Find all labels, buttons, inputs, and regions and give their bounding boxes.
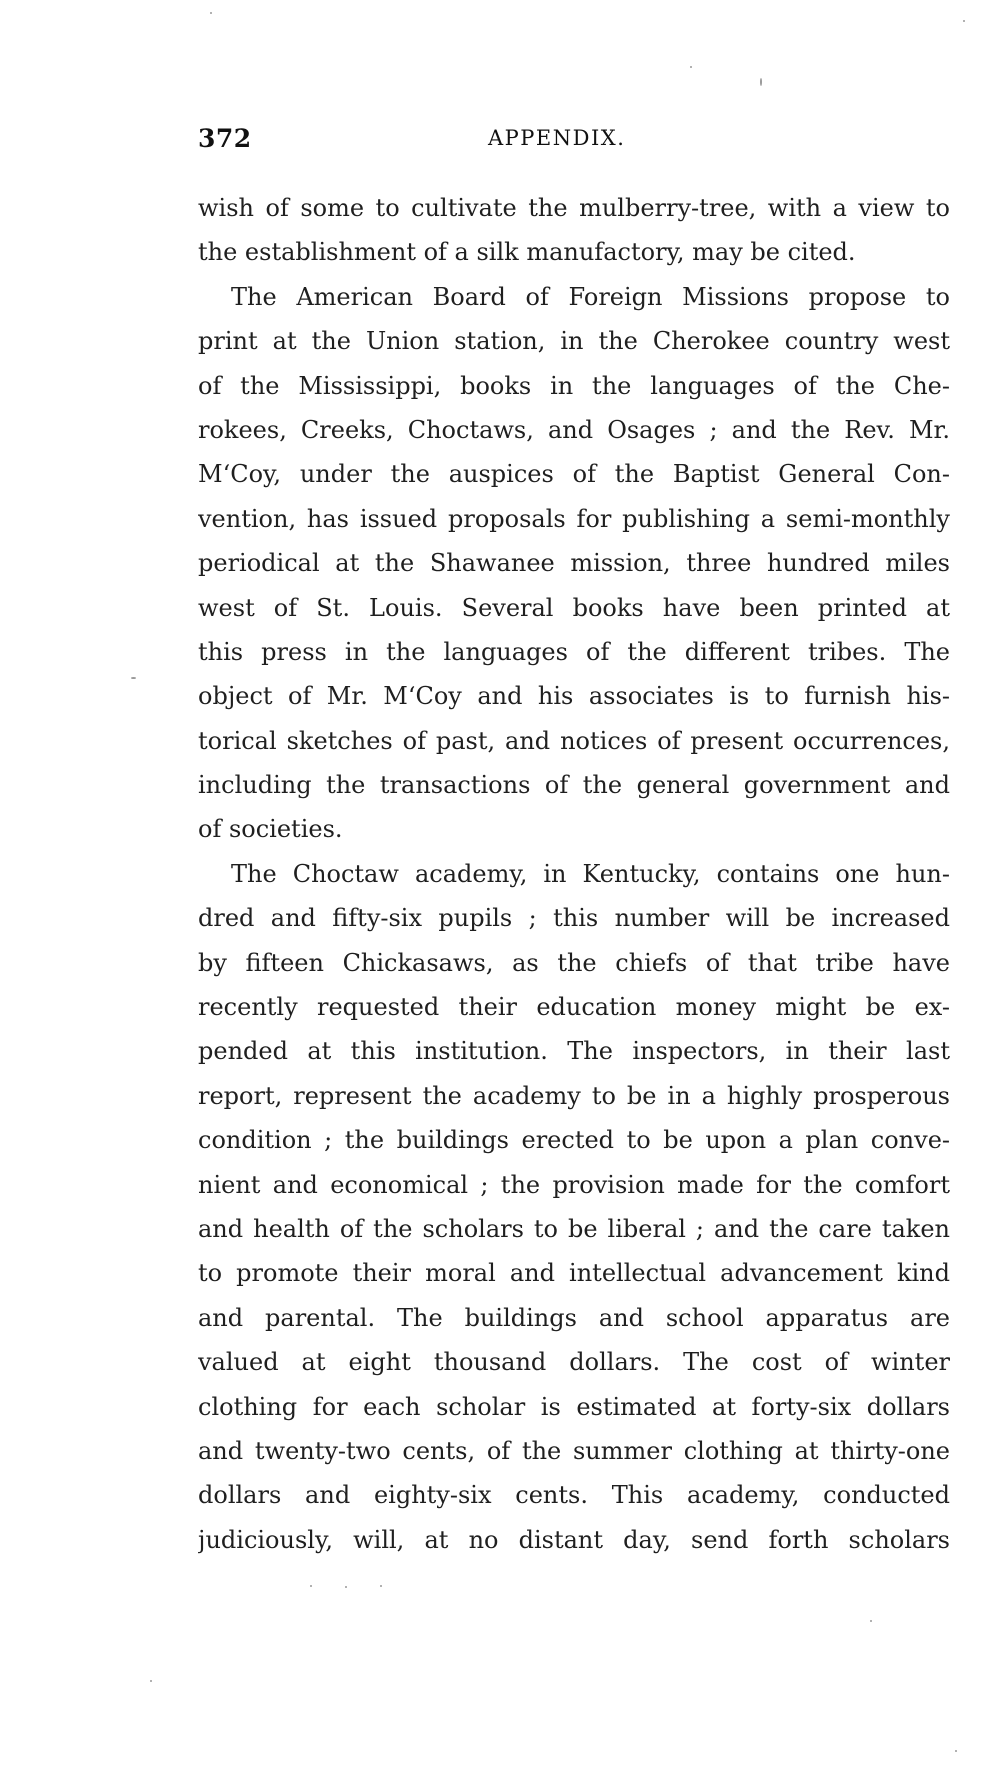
page-header [198,124,950,156]
text-line: west of St. Louis. Several books have been printed at [198,593,950,622]
text-line: valued at eight thousand dollars. The cost of winter [198,1348,950,1377]
text-line: the establishment of a silk manufactory, may be cited. [198,238,856,267]
text-line: dollars and eighty-six cents. This academy, conducted [198,1481,950,1510]
text-line: The Choctaw academy, in Kentucky, contains one hun- [231,859,950,888]
page-number: 372 [198,124,252,153]
scan-speck [210,12,212,14]
text-line: nient and economical ; the provision made for the comfort [198,1170,950,1199]
text-line: torical sketches of past, and notices of present occurrences, [198,726,950,755]
text-line: condition ; the buildings erected to be upon a plan conve- [198,1126,950,1155]
text-line: M‘Coy, under the auspices of the Baptist General Con- [198,460,950,489]
running-head: APPENDIX. [488,126,626,150]
text-line: this press in the languages of the different tribes. The [198,637,950,666]
text-line: report, represent the academy to be in a highly prosperous [198,1081,950,1110]
body-text [198,186,950,1562]
text-line: pended at this institution. The inspectors, in their last [198,1037,950,1066]
scan-speck [310,1585,312,1587]
text-line: clothing for each scholar is estimated at forty-six dollars [198,1392,950,1421]
text-line: and twenty-two cents, of the summer clothing at thirty-one [198,1436,950,1465]
text-line: wish of some to cultivate the mulberry-tree, with a view to [198,194,950,222]
scan-speck [345,1586,347,1588]
text-line: to promote their moral and intellectual advancement kind [198,1259,950,1288]
scan-speck [963,20,965,22]
scan-speck [690,66,692,68]
text-line: and parental. The buildings and school apparatus are [198,1303,950,1332]
scan-speck [760,78,762,86]
scan-speck [131,677,136,679]
text-line: periodical at the Shawanee mission, three hundred miles [198,549,950,578]
text-line: including the transactions of the general government and [198,771,950,800]
text-line: print at the Union station, in the Cherokee country west [198,327,950,356]
text-line: object of Mr. M‘Coy and his associates is to furnish his- [198,682,950,711]
text-line: and health of the scholars to be liberal ; and the care taken [198,1214,950,1243]
scan-speck [955,1750,957,1752]
text-line: by fifteen Chickasaws, as the chiefs of that tribe have [198,948,950,977]
text-line: vention, has issued proposals for publishing a semi-monthly [198,504,950,533]
scan-speck [870,1620,872,1622]
text-line: recently requested their education money might be ex- [198,993,950,1022]
text-line: rokees, Creeks, Choctaws, and Osages ; and the Rev. Mr. [198,415,950,444]
text-line: dred and fifty-six pupils ; this number will be increased [198,904,950,933]
scan-speck [150,1680,152,1682]
scan-speck [380,1585,382,1587]
text-line: judiciously, will, at no distant day, send forth scholars [198,1525,950,1554]
text-line: The American Board of Foreign Missions propose to [231,282,950,311]
text-line: of societies. [198,815,343,844]
text-line: of the Mississippi, books in the languages of the Che- [198,371,950,400]
